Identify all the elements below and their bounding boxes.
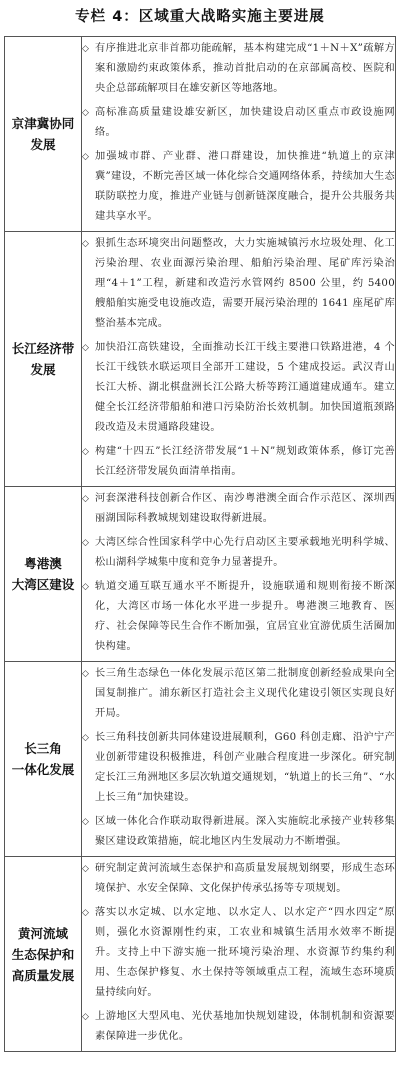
region-cell xyxy=(5,487,82,662)
region-cell xyxy=(5,37,82,232)
diamond-bullet-icon: ◇ xyxy=(82,733,89,743)
diamond-bullet-icon: ◇ xyxy=(82,817,89,827)
diamond-bullet-icon: ◇ xyxy=(82,538,89,548)
list-item xyxy=(82,1007,395,1047)
diamond-bullet-icon: ◇ xyxy=(82,864,89,874)
diamond-bullet-icon: ◇ xyxy=(82,108,89,118)
section-row-yangtze xyxy=(5,232,396,487)
item-text: 研究制定黄河流域生态保护和高质量发展规划纲要，形成生态环境保护、水安全保障、文化保护传承弘扬等专项规划。 xyxy=(95,863,395,894)
diamond-bullet-icon: ◇ xyxy=(82,669,89,679)
diamond-bullet-icon: ◇ xyxy=(82,152,89,162)
items-cell xyxy=(82,487,396,662)
region-name-line: 生态保护和 xyxy=(11,946,75,962)
items-cell xyxy=(82,857,396,1052)
section-row-greater-bay-area xyxy=(5,487,396,662)
region-name-line: 粤港澳 xyxy=(24,556,62,571)
region-name-line: 长三角 xyxy=(24,741,62,756)
region-name-line: 高质量发展 xyxy=(11,967,75,983)
items-cell xyxy=(82,232,396,487)
region-cell xyxy=(5,857,82,1052)
region-name-line: 发展 xyxy=(30,362,56,377)
items-cell xyxy=(82,37,396,232)
section-row-jing-jin-ji xyxy=(5,37,396,232)
region-name-line: 发展 xyxy=(30,137,56,152)
item-text: 构建“十四五”长江经济带发展“1＋N”规划政策体系，修订完善长江经济带发展负面清单指南。 xyxy=(95,446,395,477)
region-name-line: 京津冀协同 xyxy=(11,116,75,131)
progress-table xyxy=(4,36,396,1052)
list-item xyxy=(82,903,395,1003)
list-item xyxy=(82,859,395,899)
list-item xyxy=(82,103,395,143)
item-text: 高标准高质量建设雄安新区，加快建设启动区重点市政设施网络。 xyxy=(95,107,395,138)
list-item xyxy=(82,338,395,438)
list-item xyxy=(82,489,395,529)
item-text: 河套深港科技创新合作区、南沙粤港澳全面合作示范区、深圳西丽湖国际科教城规划建设取得新进展。 xyxy=(95,493,395,524)
region-cell xyxy=(5,662,82,857)
item-text: 轨道交通互联互通水平不断提升，设施联通和规则衔接不断深化，大湾区市场一体化水平进一步提升。粤港澳三地教育、医疗、社会保障等民生合作不断加强，宜居宜业宜游优质生活圈加快构建。 xyxy=(95,581,395,652)
progress-table-body xyxy=(5,37,396,1052)
item-text: 狠抓生态环境突出问题整改，大力实施城镇污水垃圾处理、化工污染治理、农业面源污染治理、船舶污染治理、尾矿库污染治理“4＋1”工程，新建和改造污水管网约 8500 公里，约 5400 艘船舶实施受电设施改造，需要开展污染治理的 1641 座尾矿库整治基本完成。 xyxy=(95,238,395,329)
region-name-line: 长江经济带 xyxy=(11,341,75,356)
list-item xyxy=(82,533,395,573)
item-text: 加快沿江高铁建设，全面推动长江干线主要港口铁路进港，4 个长江干线铁水联运项目全部开工建设，5 个建成投运。武汉青山长江大桥、湖北棋盘洲长江公路大桥等跨江通道建成通车。建立健全长江经济带船舶和港口污染防治长效机制。加快国道瓶颈路段改造及未贯通路段建设。 xyxy=(95,342,395,433)
list-item xyxy=(82,812,395,852)
region-cell xyxy=(5,232,82,487)
list-item xyxy=(82,234,395,334)
item-text: 区域一体化合作联动取得新进展。深入实施皖北承接产业转移集聚区建设政策措施，皖北地区内生发展动力不断增强。 xyxy=(95,816,395,847)
list-item xyxy=(82,577,395,657)
diamond-bullet-icon: ◇ xyxy=(82,582,89,592)
list-item xyxy=(82,147,395,227)
section-row-yangtze-delta xyxy=(5,662,396,857)
diamond-bullet-icon: ◇ xyxy=(82,908,89,918)
item-text: 长三角科技创新共同体建设进展顺利，G60 科创走廊、沿沪宁产业创新带建设积极推进，科创产业融合程度进一步深化。研究制定长江三角洲地区多层次轨道交通规划，“轨道上的长三角”、“水上长三角”加快建设。 xyxy=(95,732,395,803)
item-text: 加强城市群、产业群、港口群建设，加快推进“轨道上的京津冀”建设，不断完善区域一体化综合交通网络体系，持续加大生态联防联控力度，推进产业链与创新链深度融合，提升公共服务共建共享水平。 xyxy=(95,151,395,222)
section-row-yellow-river xyxy=(5,857,396,1052)
diamond-bullet-icon: ◇ xyxy=(82,1012,89,1022)
diamond-bullet-icon: ◇ xyxy=(82,44,89,54)
diamond-bullet-icon: ◇ xyxy=(82,447,89,457)
list-item xyxy=(82,442,395,482)
list-item xyxy=(82,39,395,99)
diamond-bullet-icon: ◇ xyxy=(82,343,89,353)
item-text: 上游地区大型风电、光伏基地加快规划建设，体制机制和资源要素保障进一步优化。 xyxy=(95,1011,395,1042)
item-text: 有序推进北京非首都功能疏解，基本构建完成“1＋N＋X”疏解方案和激励约束政策体系，推动首批启动的在京部属高校、医院和央企总部疏解项目在雄安新区等地落地。 xyxy=(95,43,395,94)
item-text: 大湾区综合性国家科学中心先行启动区主要承载地光明科学城、松山湖科学城集中度和竞争力显著提升。 xyxy=(95,537,395,568)
diamond-bullet-icon: ◇ xyxy=(82,239,89,249)
list-item xyxy=(82,728,395,808)
column-title: 专栏 4：区域重大战略实施主要进展 xyxy=(75,9,325,25)
item-text: 长三角生态绿色一体化发展示范区第二批制度创新经验成果向全国复制推广。浦东新区打造社会主义现代化建设引领区实现良好开局。 xyxy=(95,668,395,719)
region-name-line: 黄河流域 xyxy=(17,925,68,941)
diamond-bullet-icon: ◇ xyxy=(82,494,89,504)
region-name-line: 大湾区建设 xyxy=(11,577,75,592)
items-cell xyxy=(82,662,396,857)
item-text: 落实以水定城、以水定地、以水定人、以水定产“四水四定”原则，强化水资源刚性约束，工农业和城镇生活用水效率不断提升。支持上中下游实施一批环境污染治理、水资源节约集约利用、生态保护修复、水土保持等领域重点工程，流域生态环境质量持续向好。 xyxy=(95,907,395,998)
list-item xyxy=(82,664,395,724)
region-name-line: 一体化发展 xyxy=(11,762,75,777)
